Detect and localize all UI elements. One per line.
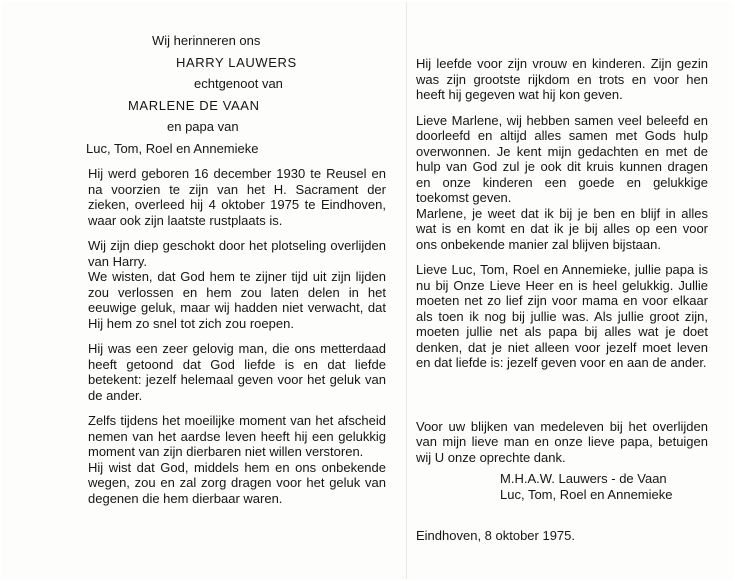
message-to-children: Lieve Luc, Tom, Roel en Annemieke, jullie papa is nu bij Onze Lieve Heer en is heel gelukkig. Jullie moeten net zo lief zijn voor mama en voor elkaar als toen ik nog bij jullie was. Als jullie groot zijn, moeten jullie net als papa bij alles wat je doet denken, dat je niet alleen voor jezelf moet leven en dat liefde is: jezelf geven voor en aan de ander.	[416, 262, 708, 370]
farewell-paragraph: Zelfs tijdens het moeilijke moment van het afscheid nemen van het aardse leven heeft hij een gelukkig moment van zijn dierbaren niet willen verstoren.	[88, 413, 386, 459]
message-to-wife: Lieve Marlene, wij hebben samen veel beleefd en doorleefd en altijd alles samen met Gods hulp overwonnen. Je kent mijn gedachten en met de hulp van God zul je ook dit kruis kunnen dragen en onze kinderen een goede en gelukkige toekomst geven.	[416, 112, 708, 205]
family-paragraph: Hij leefde voor zijn vrouw en kinderen. Zijn gezin was zijn grootste rijkdom en trots en voor hen heeft hij gegeven wat hij kon geven.	[416, 56, 708, 102]
deceased-name: HARRY LAUWERS	[176, 54, 297, 70]
birth-death-paragraph: Hij werd geboren 16 december 1930 te Reusel en na voorzien te zijn van het H. Sacrament der zieken, overleed hij 4 oktober 1975 te Eindhoven, waar ook zijn laatste rustplaats is.	[88, 166, 386, 228]
memorial-card	[2, 2, 733, 579]
fold-line	[406, 2, 407, 579]
spouse-name: MARLENE DE VAAN	[128, 97, 260, 113]
message-to-wife-continued: Marlene, je weet dat ik bij je ben en blijf in alles wat is en komt en dat ik je bij alles op een voor ons onbekende manier zal blijven bijstaan.	[416, 205, 708, 252]
thanks-paragraph: Voor uw blijken van medeleven bij het overlijden van mijn lieve man en onze lieve papa, betuigen wij U onze oprechte dank.	[416, 418, 708, 465]
shock-paragraph: Wij zijn diep geschokt door het plotseling overlijden van Harry.	[88, 238, 386, 269]
children-names: Luc, Tom, Roel en Annemieke	[86, 140, 259, 156]
card-header	[86, 33, 386, 156]
signature-children: Luc, Tom, Roel en Annemieke	[500, 486, 673, 502]
expectation-paragraph: We wisten, dat God hem te zijner tijd uit zijn lijden zou verlossen en hem zou laten delen in het eeuwige geluk, maar wij hadden niet verwacht, dat Hij hem zo snel tot zich zou roepen.	[88, 269, 386, 331]
signature-widow: M.H.A.W. Lauwers - de Vaan	[500, 471, 667, 486]
header-father-of: en papa van	[167, 119, 239, 134]
left-column	[86, 33, 386, 506]
header-husband-of: echtgenoot van	[194, 76, 283, 91]
right-column	[416, 56, 708, 544]
header-intro: Wij herinneren ons	[152, 33, 261, 48]
place-and-date: Eindhoven, 8 oktober 1975.	[416, 528, 576, 543]
trust-paragraph: Hij wist dat God, middels hem en ons onbekende wegen, zou en zal zorg dragen voor het geluk van degenen die hem dierbaar waren.	[88, 459, 386, 506]
faith-paragraph: Hij was een zeer gelovig man, die ons metterdaad heeft getoond dat God liefde is en dat liefde betekent: jezelf helemaal geven voor het geluk van de ander.	[88, 341, 386, 403]
